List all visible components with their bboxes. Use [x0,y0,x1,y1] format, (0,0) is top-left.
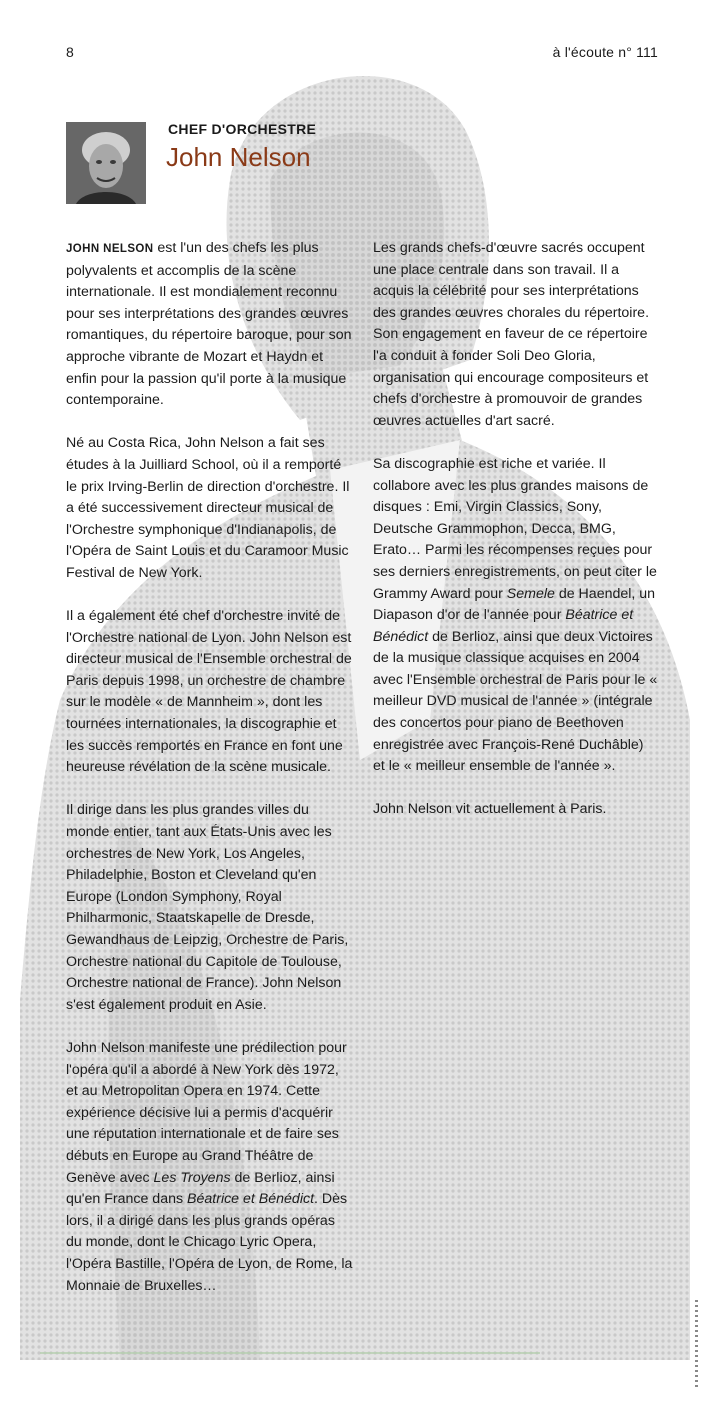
paragraph: John Nelson vit actuellement à Paris. [373,801,607,818]
portrait-photo [66,122,146,204]
paragraph-text: est l'un des chefs les plus polyvalents et accomplis de la scène internationale. Il est mondialement reconnu pour ses interprétations des grandes œuvres romantiques, du répertoire baroque, pour son approche vibrante de Mozart et Haydn et enfin pour la passion qu'il porte à la musique contemporaine. [66,240,352,409]
magazine-issue: à l'écoute n° 111 [552,44,658,60]
paragraph: Les grands chefs-d'œuvre sacrés occupent une place centrale dans son travail. Il a acquis la célébrité pour ses interprétations des grandes œuvres chorales du répertoire. Son engagement en faveur de ce répertoire l'a conduit à fonder Soli Deo Gloria, organisation qui encourage compositeurs et chefs d'orchestre à promouvoir de grandes œuvres actuelles d'art sacré. [373,240,650,429]
paragraph [66,238,354,412]
paragraph [66,1038,354,1297]
margin-mark [695,1300,698,1390]
page-number: 8 [66,44,74,60]
work-title: Béatrice et Bénédict [187,1191,315,1208]
paragraph-text: John Nelson manifeste une prédilection pour l'opéra qu'il a abordé à New York dès 1972, et au Metropolitan Opera en 1974. Cette expérience décisive lui a permis d'acquérir une réputation internationale et de faire ses débuts en Europe au Grand Théâtre de Genève avec [66,1039,347,1186]
paragraph [373,454,658,778]
left-column [66,238,354,1319]
paragraph-text: de Berlioz, ainsi qu'en France dans [66,1169,335,1208]
paragraph-text: . Dès lors, il a dirigé dans les plus grands opéras du monde, dont le Chicago Lyric Opera, l'Opéra Bastille, l'Opéra de Lyon, de Rome, la Monnaie de Bruxelles… [66,1191,353,1294]
work-title: Les Troyens [153,1169,231,1186]
paragraph: Il dirige dans les plus grandes villes du monde entier, tant aux États-Unis avec les orchestres de New York, Los Angeles, Philadelphie, Boston et Cleveland qu'en Europe (London Symphony, Royal Philharmonic, Staatskapelle de Dresde, Gewandhaus de Leipzig, Orchestre de Paris, Orchestre national du Capitole de Toulouse, Orchestre national de France). John Nelson s'est également produit en Asie. [66,802,349,1013]
paragraph: Il a également été chef d'orchestre invité de l'Orchestre national de Lyon. John Nelson est directeur musical de l'Ensemble orchestral de Paris depuis 1998, un orchestre de chambre sur le modèle « de Mannheim », dont les tournées internationales, la discographie et les succès remportés en France en font une heureuse révélation de la scène musicale. [66,608,352,776]
paragraph-text: de Haendel, un Diapason d'or de l'année pour [373,585,656,624]
right-column [373,238,658,843]
profile-name: John Nelson [166,142,311,172]
work-title: Semele [506,585,555,602]
portrait-photo-image [66,122,146,204]
paragraph: Né au Costa Rica, John Nelson a fait ses études à la Juilliard School, où il a remporté le prix Irving-Berlin de direction d'orchestre. Il a été successivement directeur musical de l'Orchestre symphonique d'Indianapolis, de l'Opéra de Saint Louis et du Caramoor Music Festival de New York. [66,435,350,581]
paragraph-text: Sa discographie est riche et variée. Il collabore avec les plus grandes maisons de disques : Emi, Virgin Classics, Sony, Deutsche Grammophon, Decca, BMG, Erato… Parmi les récompenses reçues pour ses derniers enregistrements, on peut citer le Grammy Award pour [373,455,657,602]
profile-kicker: CHEF D'ORCHESTRE [168,121,317,137]
paragraph-text: de Berlioz, ainsi que deux Victoires de la musique classique acquises en 2004 avec l'Ensemble orchestral de Paris pour le « meilleur DVD musical de l'année » (intégrale des concertos pour piano de Beethoven enregistrée avec François-René Duchâble) et le « meilleur ensemble de l'année ». [373,628,658,775]
work-title: Béatrice et Bénédict [373,607,634,645]
lead-name: JOHN NELSON [66,243,154,255]
